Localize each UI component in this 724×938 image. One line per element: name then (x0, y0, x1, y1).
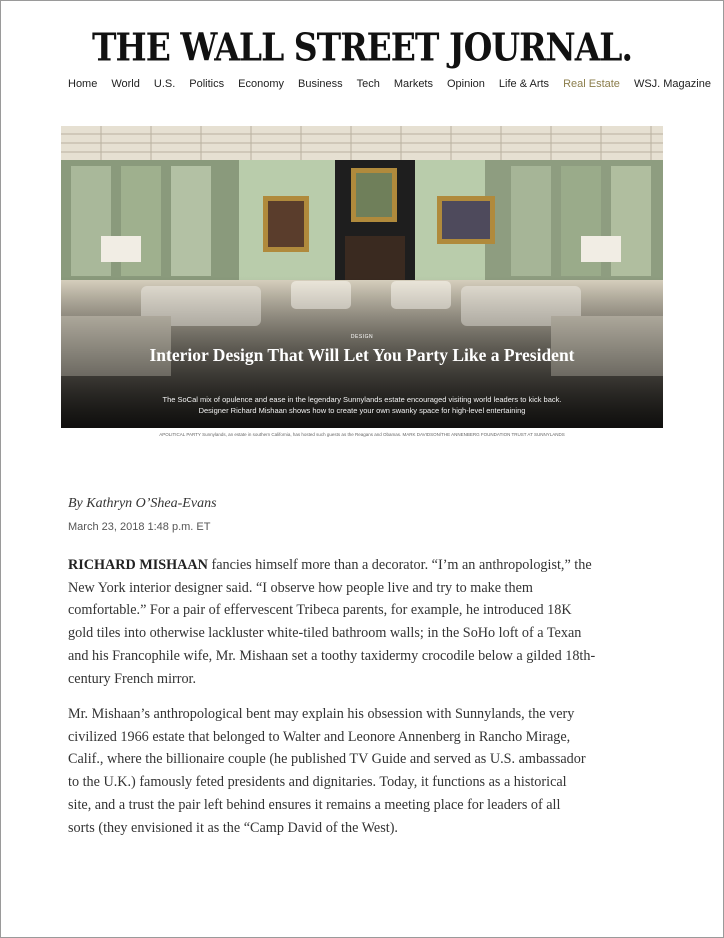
paragraph-1-line-5: and his Francophile wife, Mr. Mishaan set a toothy taxidermy crocodile below a gilded 18th- (68, 647, 596, 664)
nav-item-politics[interactable]: Politics (189, 78, 225, 90)
paragraph-1-line-2: New York interior designer said. “I observe how people live and try to make them (68, 579, 533, 596)
nav-item-economy[interactable]: Economy (238, 78, 284, 90)
paragraph-1-line-3: comfortable.” For a pair of effervescent Tribeca parents, for example, he introduced 18K (68, 602, 572, 619)
hero-room-illustration (61, 126, 663, 428)
paragraph-1-line-1: fancies himself more than a decorator. “I’m an anthropologist,” the (207, 557, 592, 573)
main-nav (68, 78, 724, 90)
masthead-logo[interactable]: THE WALL STREET JOURNAL. (91, 25, 632, 70)
paragraph-2-line-5: site, and a trust the pair left behind ensures it remains a meeting place for leaders of all (68, 796, 561, 813)
paragraph-1 (68, 554, 658, 690)
paragraph-2-line-2: civilized 1966 estate that belonged to Walter and Leonore Annenberg in Rancho Mirage, (68, 728, 571, 745)
paragraph-2-line-1: Mr. Mishaan’s anthropological bent may explain his obsession with Sunnylands, the very (68, 706, 575, 722)
paragraph-lead-in: RICHARD MISHAAN (68, 557, 208, 573)
paragraph-2-line-4: to the U.K.) famously feted presidents and dignitaries. Today, it functions as a historical (68, 774, 567, 791)
nav-item-life-arts[interactable]: Life & Arts (498, 78, 550, 90)
hero-kicker: DESIGN (350, 334, 374, 340)
nav-item-us[interactable]: U.S. (153, 78, 176, 90)
paragraph-2 (68, 703, 658, 839)
paragraph-1-line-4: gold tiles into otherwise lackluster white-tiled bathroom walls; in the SoHo loft of a Texan (68, 625, 582, 642)
nav-item-home[interactable]: Home (68, 78, 98, 90)
nav-item-opinion[interactable]: Opinion (447, 78, 485, 90)
dek: The SoCal mix of opulence and ease in the legendary Sunnylands estate encouraged visiting world leaders to kick back. Designer Richard Mishaan shows how to create your own swanky space for high-level entertaining (162, 395, 562, 415)
headline[interactable]: Interior Design That Will Let You Party Like a President (149, 345, 575, 365)
publish-date: March 23, 2018 1:48 p.m. ET (68, 521, 211, 533)
photo-caption: APOLITICAL PARTY Sunnylands, an estate in southern California, has hosted such guests as the Reagans and Obamas. MARK DAVIDSON/THE ANNENBERG FOUNDATION TRUST AT SUNNYLANDS (159, 432, 565, 437)
hero-image (61, 126, 663, 428)
paragraph-1-line-6: century French mirror. (68, 670, 197, 687)
byline[interactable]: By Kathryn O’Shea-Evans (68, 496, 217, 511)
nav-item-markets[interactable]: Markets (393, 78, 433, 90)
nav-item-wsj-magazine[interactable]: WSJ. Magazine (633, 78, 711, 90)
paragraph-2-line-6: sorts (they envisioned it as the “Camp David of the West). (68, 819, 398, 836)
nav-item-business[interactable]: Business (297, 78, 343, 90)
nav-item-tech[interactable]: Tech (356, 78, 380, 90)
nav-item-real-estate[interactable]: Real Estate (563, 78, 620, 90)
nav-item-world[interactable]: World (111, 78, 140, 90)
paragraph-2-line-3: Calif., where the billionaire couple (he published TV Guide and served as U.S. ambassador (68, 751, 586, 768)
